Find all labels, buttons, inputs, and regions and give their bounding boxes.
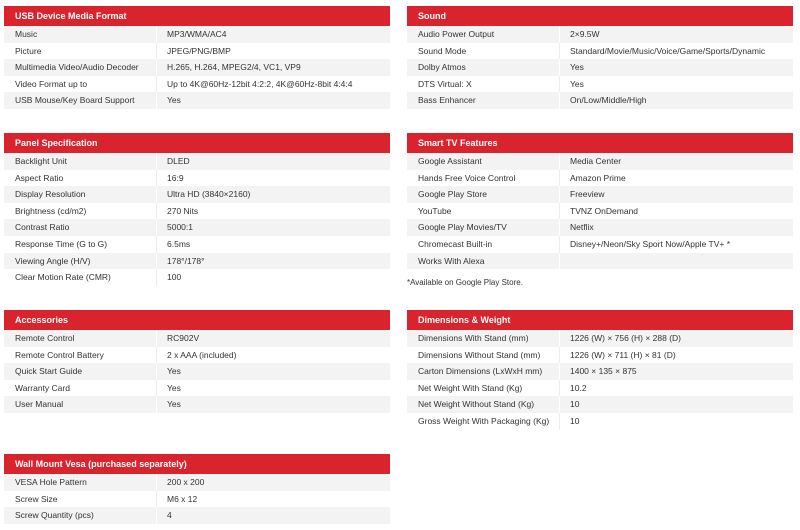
spec-label: Quick Start Guide [4,363,157,380]
spec-label: Picture [4,43,157,60]
spec-value: Standard/Movie/Music/Voice/Game/Sports/Dynamic [570,45,766,56]
spec-value: 5000:1 [167,222,193,233]
spec-label: DTS Virtual: X [407,76,560,93]
spec-value: 200 x 200 [167,477,205,487]
section-title: Panel Specification [4,133,390,153]
spec-row [407,43,793,60]
spec-table [407,26,793,109]
spec-value: Disney+/Neon/Sky Sport Now/Apple TV+ * [570,238,731,249]
spec-label: Screw Quantity (pcs) [4,507,157,524]
spec-label: Dolby Atmos [407,59,560,76]
spec-row [4,474,390,491]
spec-row [4,330,390,347]
spec-row [4,236,390,253]
spec-label: Response Time (G to G) [4,236,157,253]
spec-value: Yes [167,382,181,393]
spec-label: Net Weight With Stand (Kg) [407,380,560,397]
spec-label: Brightness (cd/m2) [4,203,157,220]
spec-value: M6 x 12 [167,493,198,504]
spec-value: Amazon Prime [570,172,626,183]
spec-value: Freeview [570,189,605,200]
spec-label: Dimensions With Stand (mm) [407,330,560,347]
spec-value: 10 [570,399,580,410]
spec-row [4,380,390,397]
section-title: Sound [407,6,793,26]
spec-value: 4 [167,510,172,521]
section-sound [407,6,793,109]
spec-value: Netflix [570,222,594,233]
spec-value: 2×9.5W [570,29,600,39]
spec-row [407,380,793,397]
section-title: USB Device Media Format [4,6,390,26]
spec-value: 1400 × 135 × 875 [570,366,637,377]
spec-row [4,76,390,93]
section-title: Dimensions & Weight [407,310,793,330]
spec-value: 100 [167,272,182,283]
spec-row [4,269,390,286]
spec-row [4,203,390,220]
spec-value: Media Center [570,156,622,166]
spec-row [407,253,793,270]
spec-row [407,363,793,380]
spec-label: Video Format up to [4,76,157,93]
spec-row [407,59,793,76]
spec-row [4,92,390,109]
section-title: Accessories [4,310,390,330]
section-dimensions-weight [407,310,793,430]
spec-row [4,507,390,524]
spec-row [4,253,390,270]
spec-row [407,330,793,347]
spec-value: 178°/178° [167,255,205,266]
spec-label: Remote Control [4,330,157,347]
spec-label: Bass Enhancer [407,92,560,109]
spec-value: 1226 (W) × 756 (H) × 288 (D) [570,333,682,343]
spec-table [4,474,390,524]
spec-value: JPEG/PNG/BMP [167,45,231,56]
spec-row [4,59,390,76]
section-smart-tv-features [407,133,793,269]
spec-value: 10 [570,415,580,426]
spec-label: Viewing Angle (H/V) [4,253,157,270]
spec-row [407,236,793,253]
spec-value: On/Low/Middle/High [570,95,647,106]
spec-row [4,186,390,203]
spec-label: Sound Mode [407,43,560,60]
spec-value: DLED [167,156,190,166]
section-wall-mount-vesa [4,454,390,524]
spec-label: Works With Alexa [407,253,560,270]
spec-row [4,26,390,43]
spec-row [407,26,793,43]
spec-row [4,363,390,380]
spec-label: Net Weight Without Stand (Kg) [407,396,560,413]
spec-table [4,153,390,286]
spec-value: 2 x AAA (included) [167,349,237,360]
spec-label: Multimedia Video/Audio Decoder [4,59,157,76]
spec-row [407,413,793,430]
spec-label: Contrast Ratio [4,219,157,236]
spec-value: Ultra HD (3840×2160) [167,189,251,200]
spec-label: VESA Hole Pattern [4,474,157,491]
spec-label: Dimensions Without Stand (mm) [407,347,560,364]
spec-row [407,203,793,220]
spec-label: Warranty Card [4,380,157,397]
spec-label: Gross Weight With Packaging (Kg) [407,413,560,430]
spec-value: H.265, H.264, MPEG2/4, VC1, VP9 [167,62,301,73]
spec-value: RC902V [167,333,200,343]
spec-row [407,219,793,236]
spec-label: Carton Dimensions (LxWxH mm) [407,363,560,380]
spec-value: 1226 (W) × 711 (H) × 81 (D) [570,349,676,360]
footnote-google-play: *Available on Google Play Store. [407,278,523,287]
spec-label: Clear Motion Rate (CMR) [4,269,157,286]
spec-row [407,347,793,364]
spec-label: Aspect Ratio [4,170,157,187]
spec-value: 10.2 [570,382,587,393]
spec-value: Yes [570,62,584,73]
spec-label: Music [4,26,157,43]
spec-value: Yes [167,399,181,410]
spec-table [4,330,390,413]
section-panel-specification [4,133,390,286]
spec-value: Up to 4K@60Hz-12bit 4:2:2, 4K@60Hz-8bit 4:4:4 [167,78,353,89]
section-accessories [4,310,390,413]
spec-label: Remote Control Battery [4,347,157,364]
spec-table [407,153,793,269]
spec-label: Hands Free Voice Control [407,170,560,187]
spec-row [4,170,390,187]
spec-label: Backlight Unit [4,153,157,170]
spec-value: Yes [167,366,181,377]
spec-row [407,92,793,109]
spec-table [4,26,390,109]
spec-row [4,396,390,413]
spec-label: YouTube [407,203,560,220]
spec-value: 270 Nits [167,205,199,216]
spec-value [560,253,793,270]
spec-value: Yes [167,95,181,106]
spec-label: Google Play Store [407,186,560,203]
spec-label: Audio Power Output [407,26,560,43]
spec-label: Chromecast Built-in [407,236,560,253]
spec-value: TVNZ OnDemand [570,205,639,216]
spec-row [407,186,793,203]
section-usb-media-format [4,6,390,109]
spec-row [4,347,390,364]
spec-label: Screw Size [4,491,157,508]
spec-row [407,170,793,187]
spec-label: Google Play Movies/TV [407,219,560,236]
spec-label: Display Resolution [4,186,157,203]
spec-label: Google Assistant [407,153,560,170]
spec-row [4,219,390,236]
spec-row [4,491,390,508]
spec-row [407,76,793,93]
spec-row [407,153,793,170]
spec-row [4,153,390,170]
spec-label: User Manual [4,396,157,413]
section-title: Smart TV Features [407,133,793,153]
spec-label: USB Mouse/Key Board Support [4,92,157,109]
spec-value: Yes [570,78,584,89]
spec-value: 6.5ms [167,238,191,249]
spec-table [407,330,793,430]
spec-value: 16:9 [167,172,184,183]
spec-row [407,396,793,413]
section-title: Wall Mount Vesa (purchased separately) [4,454,390,474]
spec-value: MP3/WMA/AC4 [167,29,227,39]
spec-row [4,43,390,60]
